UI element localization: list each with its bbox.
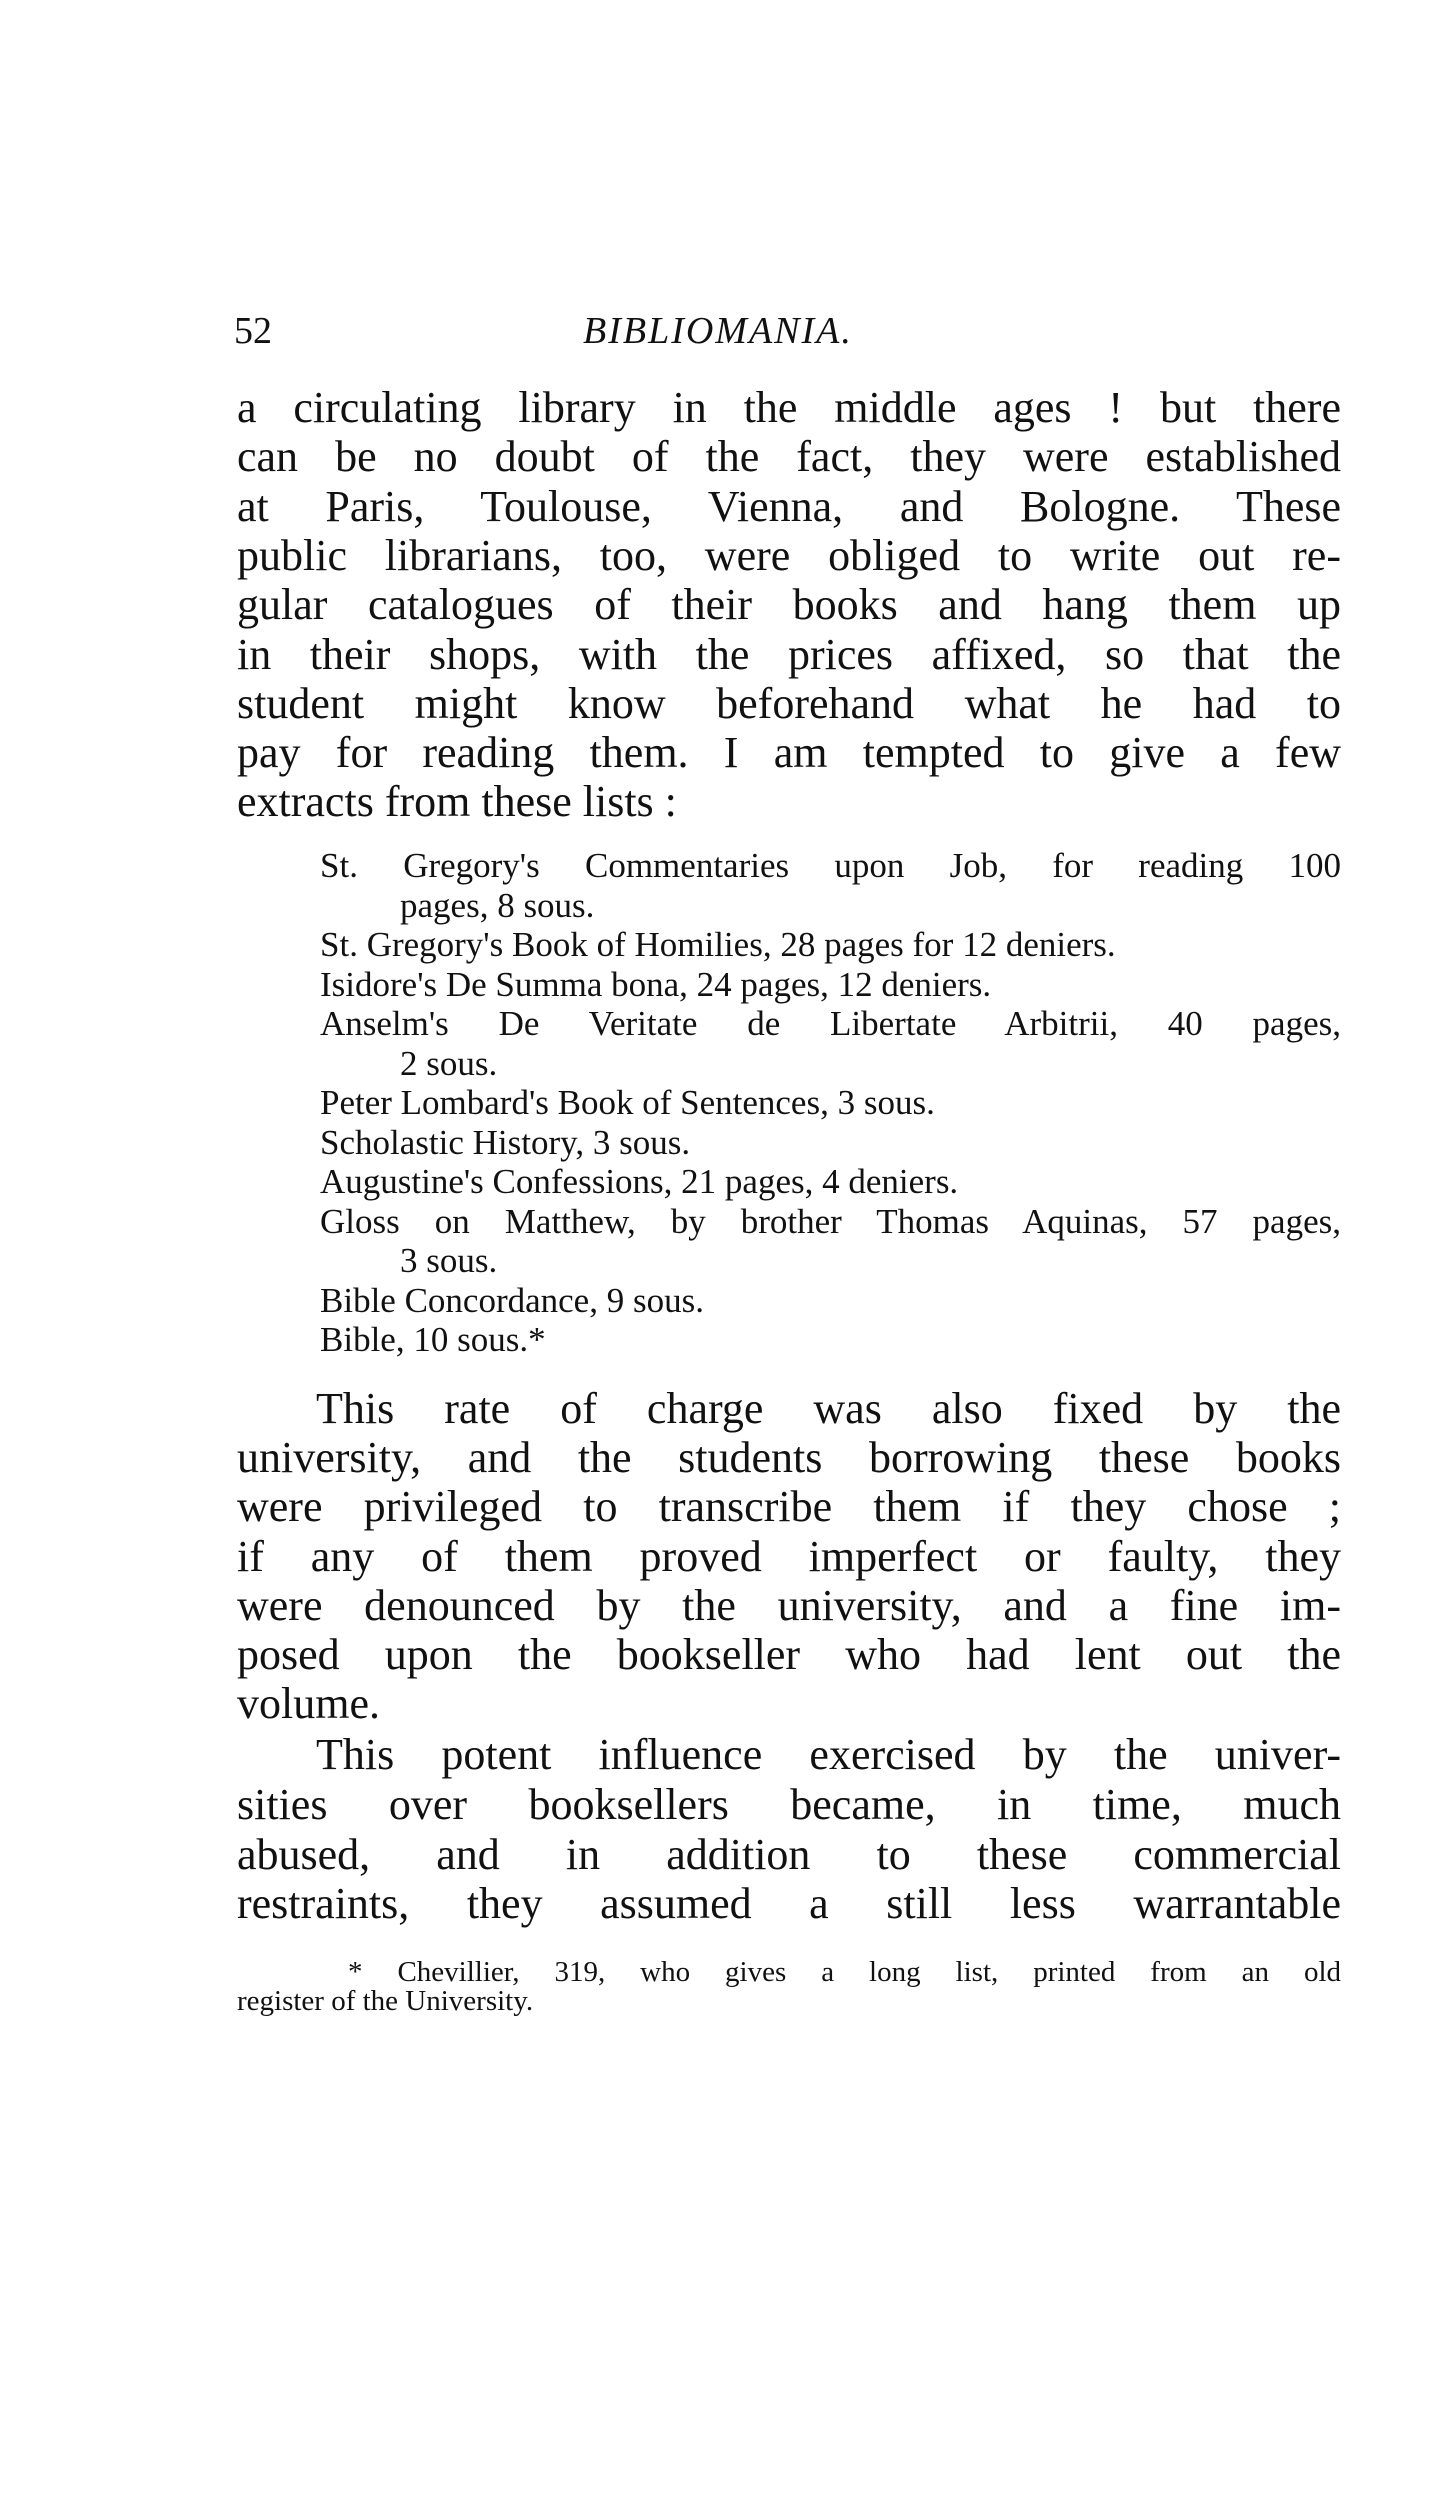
paragraph-2-line: if any of them proved imperfect or faulty, they bbox=[237, 1531, 1341, 1581]
list-item-line: 2 sous. bbox=[400, 1043, 498, 1083]
paragraph-1-line: in their shops, with the prices affixed, so that the bbox=[237, 629, 1341, 679]
paragraph-1-line: a circulating library in the middle ages ! but there bbox=[237, 383, 1341, 432]
page-number: 52 bbox=[234, 310, 272, 352]
footnote-line: * Chevillier, 319, who gives a long list, printed from an old bbox=[348, 1956, 1341, 1988]
list-item-line: St. Gregory's Commentaries upon Job, for reading 100 bbox=[320, 846, 1341, 885]
paragraph-2-line: were privileged to transcribe them if they chose ; bbox=[237, 1482, 1341, 1532]
paragraph-1-line: gular catalogues of their books and hang them up bbox=[237, 580, 1341, 630]
paragraph-2-line: university, and the students borrowing these books bbox=[237, 1433, 1341, 1483]
paragraph-3-line: abused, and in addition to these commercial bbox=[237, 1829, 1341, 1879]
list-item-line: Isidore's De Summa bona, 24 pages, 12 deniers. bbox=[320, 964, 992, 1004]
paragraph-1-line: public librarians, too, were obliged to write out re- bbox=[237, 530, 1341, 580]
paragraph-1-line: at Paris, Toulouse, Vienna, and Bologne. These bbox=[237, 481, 1341, 531]
paragraph-1-line: pay for reading them. I am tempted to give a few bbox=[237, 728, 1341, 778]
list-item-line: 3 sous. bbox=[400, 1241, 498, 1280]
list-item-line: Scholastic History, 3 sous. bbox=[320, 1122, 691, 1162]
paragraph-1-line: extracts from these lists : bbox=[237, 777, 677, 827]
paragraph-1-line: can be no doubt of the fact, they were established bbox=[237, 432, 1341, 482]
list-item-line: Gloss on Matthew, by brother Thomas Aquinas, 57 pages, bbox=[320, 1201, 1341, 1241]
footnote-line: register of the University. bbox=[237, 1985, 534, 2017]
list-item-line: pages, 8 sous. bbox=[400, 885, 595, 925]
paragraph-2-line: were denounced by the university, and a fine im- bbox=[237, 1580, 1341, 1630]
paragraph-3-line: restraints, they assumed a still less warrantable bbox=[237, 1879, 1341, 1929]
list-item-line: Bible Concordance, 9 sous. bbox=[320, 1280, 704, 1320]
list-item-line: Anselm's De Veritate de Libertate Arbitrii, 40 pages, bbox=[320, 1004, 1341, 1043]
paragraph-2-line: This rate of charge was also fixed by the bbox=[316, 1384, 1341, 1433]
paragraph-3-line: sities over booksellers became, in time, much bbox=[237, 1779, 1341, 1829]
paragraph-2-line: volume. bbox=[237, 1679, 380, 1729]
list-item-line: Bible, 10 sous.* bbox=[320, 1320, 546, 1359]
list-item-line: St. Gregory's Book of Homilies, 28 pages for 12 deniers. bbox=[320, 925, 1116, 964]
paragraph-1-line: student might know beforehand what he had to bbox=[237, 678, 1341, 728]
paragraph-2-line: posed upon the bookseller who had lent out the bbox=[237, 1630, 1341, 1679]
list-item-line: Augustine's Confessions, 21 pages, 4 deniers. bbox=[320, 1162, 959, 1201]
list-item-line: Peter Lombard's Book of Sentences, 3 sous. bbox=[320, 1083, 935, 1122]
running-title: BIBLIOMANIA. bbox=[583, 310, 853, 352]
paragraph-3-line: This potent influence exercised by the univer- bbox=[316, 1730, 1341, 1779]
